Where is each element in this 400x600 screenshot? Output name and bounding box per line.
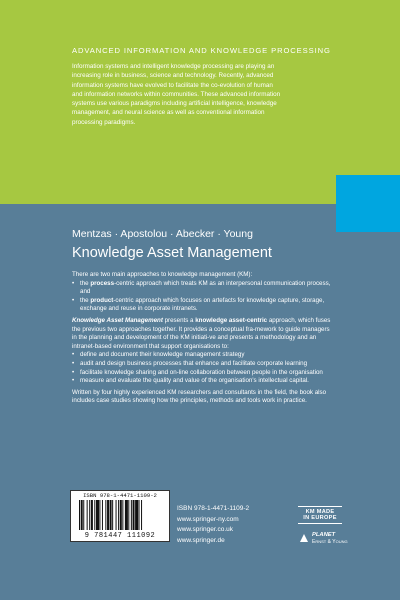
series-description-line: Information systems and intelligent knowledge processing are playing an: [72, 63, 275, 70]
series-description-line: and information networks within communities. These advanced information: [72, 90, 281, 98]
goal-item: • define and document their knowledge management strategy: [72, 351, 334, 360]
barcode-bar: [91, 500, 93, 530]
barcode-digits: 9 781447 111092: [84, 532, 156, 540]
logo-rule: [298, 523, 342, 524]
planet-name: PLANET: [312, 532, 336, 538]
series-title: ADVANCED INFORMATION AND KNOWLEDGE PROCESSING: [72, 46, 331, 55]
km-logo-line2: IN EUROPE: [303, 515, 337, 522]
approach-item: [72, 297, 334, 314]
approach-item: [72, 280, 334, 297]
approach-text: -centric approach which focuses on artefacts for knowledge capture, storage, exchange and reuse in corporate intranets.: [80, 296, 325, 313]
approach-paragraph-text: approach, which fuses the previous two approaches together. It provides a conceptual fra-mework to guide managers in the planning and development of the KM initiati-ve and presents a methodology and an intranet-based environment that support organisations to:: [72, 316, 331, 350]
approach-prefix: the: [80, 279, 91, 287]
series-description-line: increasing role in business, science and technology. Recently, advanced: [72, 72, 274, 80]
approach-paragraph-text: presents a: [162, 316, 196, 324]
barcode-bar: [133, 500, 135, 530]
barcode-bar: [135, 500, 138, 530]
barcode-bar: [94, 500, 95, 530]
barcode-bar: [89, 500, 90, 530]
intro-paragraph: There are two main approaches to knowledge management (KM):: [72, 271, 253, 278]
approach-paragraph: [72, 317, 334, 351]
approach-text: -centric approach which treats KM as an interpersonal communication process, and: [80, 279, 331, 296]
publisher-info: [177, 504, 249, 546]
barcode-bar: [139, 500, 140, 530]
barcode-bar: [87, 500, 88, 530]
barcode-bar: [105, 500, 106, 530]
series-band: [0, 0, 400, 204]
publisher-url: www.springer.de: [177, 536, 225, 544]
km-made-in-europe-logo: [298, 504, 342, 526]
barcode-bar: [83, 500, 84, 530]
publisher-url: www.springer-ny.com: [177, 515, 239, 523]
series-description-line: information systems have evolved to facilitate the co-evolution of human: [72, 81, 273, 89]
book-title-inline: Knowledge Asset Management: [72, 316, 163, 324]
barcode-bar: [116, 500, 117, 530]
barcode-bar: [110, 500, 112, 530]
barcode-bar: [79, 500, 80, 530]
km-logo-line1: KM MADE: [305, 509, 335, 515]
planet-swoosh-icon: [298, 532, 310, 544]
goals-list: [72, 351, 334, 385]
accent-square: [336, 175, 400, 232]
series-description-line: systems use various paradigms including artificial intelligence, knowledge: [72, 100, 277, 108]
approaches-list: [72, 280, 334, 314]
isbn-text: ISBN 978-1-4471-1109-2: [177, 505, 250, 512]
series-description-line: management, and neural science as well as conventional information: [72, 109, 265, 117]
barcode-bar: [125, 500, 128, 530]
barcode-bar: [81, 500, 83, 530]
book-description: [72, 271, 334, 406]
logo-rule: [298, 506, 342, 507]
barcode-bar: [99, 500, 100, 530]
barcode-bar: [122, 500, 123, 530]
book-authors: Mentzas · Apostolou · Abecker · Young: [72, 228, 253, 240]
approach-keyword: product: [90, 296, 114, 304]
goal-item: • measure and evaluate the quality and value of the organisation's intellectual capital.: [72, 377, 334, 386]
closing-paragraph: Written by four highly experienced KM researchers and consultants in the field, the book also includes case studies showing how the principles, methods and tools work in practice.: [72, 388, 327, 405]
planet-publisher: Ernst & Young: [312, 539, 348, 545]
barcode-bar: [120, 500, 122, 530]
barcode-bar: [96, 500, 99, 530]
barcode-isbn: ISBN 978-1-4471-1109-2: [83, 492, 157, 499]
approach-prefix: the: [80, 296, 91, 304]
approach-keyword-inline: knowledge asset-centric: [195, 316, 268, 324]
book-title: Knowledge Asset Management: [72, 245, 272, 261]
barcode-bars: [79, 500, 163, 530]
series-description: [72, 62, 304, 127]
barcode-bar: [141, 500, 142, 530]
barcode-bar: [112, 500, 113, 530]
barcode: [70, 490, 170, 542]
goal-item: • audit and design business processes that enhance and facilitate corporate learning: [72, 360, 334, 369]
publisher-url: www.springer.co.uk: [177, 526, 233, 533]
approach-keyword: process: [90, 279, 115, 287]
barcode-bar: [131, 500, 132, 530]
barcode-bar: [118, 500, 119, 530]
barcode-bar: [107, 500, 109, 530]
barcode-bar: [102, 500, 103, 530]
series-description-line: processing paradigms.: [72, 118, 136, 126]
barcode-bar: [128, 500, 129, 530]
goal-item: • facilitate knowledge sharing and on-line collaboration between people in the organisation: [72, 369, 334, 378]
